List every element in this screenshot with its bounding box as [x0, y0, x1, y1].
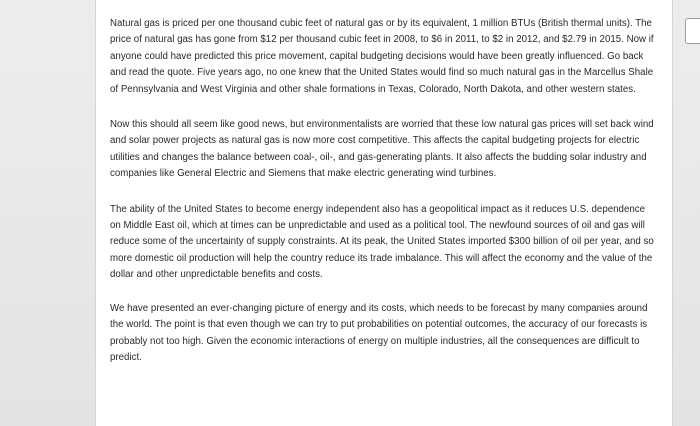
paragraph-natural-gas-pricing: Natural gas is priced per one thousand cubic feet of natural gas or by its equivalent, 1 million BTUs (British thermal units). The price of natural gas has gone from $12 per thousand cubic feet in 2008, to $6 in 2011, to $2 in 2012, and $2.79 in 2015. Now if anyone could have predicted this price movement, capital budgeting decisions would have been greatly influenced. Go back and read the quote. Five years ago, no one knew that the United States would find so much natural gas in the Marcellus Shale of Pennsylvania and West Virginia and other shale formations in Texas, Colorado, North Dakota, and other western states.: [110, 18, 654, 95]
side-panel-edge: [685, 18, 700, 44]
paragraph-environmental-concerns: Now this should all seem like good news, but environmentalists are worried that these low natural gas prices will set back wind and solar power projects as natural gas is now more cost competitive. This affects the capital budgeting projects for electric utilities and changes the balance between coal-, oil-, and gas-generating plants. It also affects the budding solar industry and companies like General Electric and Siemens that make electric generating wind turbines.: [110, 119, 654, 180]
paragraph-energy-independence: The ability of the United States to become energy independent also has a geopolitical impact as it reduces U.S. dependence on Middle East oil, which at times can be unpredictable and used as a political tool. The newfound sources of oil and gas will reduce some of the uncertainty of supply constraints. At its peak, the United States imported $300 billion of oil per year, and so more domestic oil production will help the country reduce its trade imbalance. This will affect the economy and the value of the dollar and other unpredictable benefits and costs.: [110, 203, 654, 281]
document-card: [95, 0, 673, 426]
paragraph-forecasting: We have presented an ever-changing picture of energy and its costs, which needs to be forecast by many companies around the world. The point is that even though we can try to put probabilities on potential outcomes, the accuracy of our forecasts is probably not too high. Given the economic interactions of energy on multiple industries, all the consequences are difficult to predict.: [110, 302, 648, 363]
